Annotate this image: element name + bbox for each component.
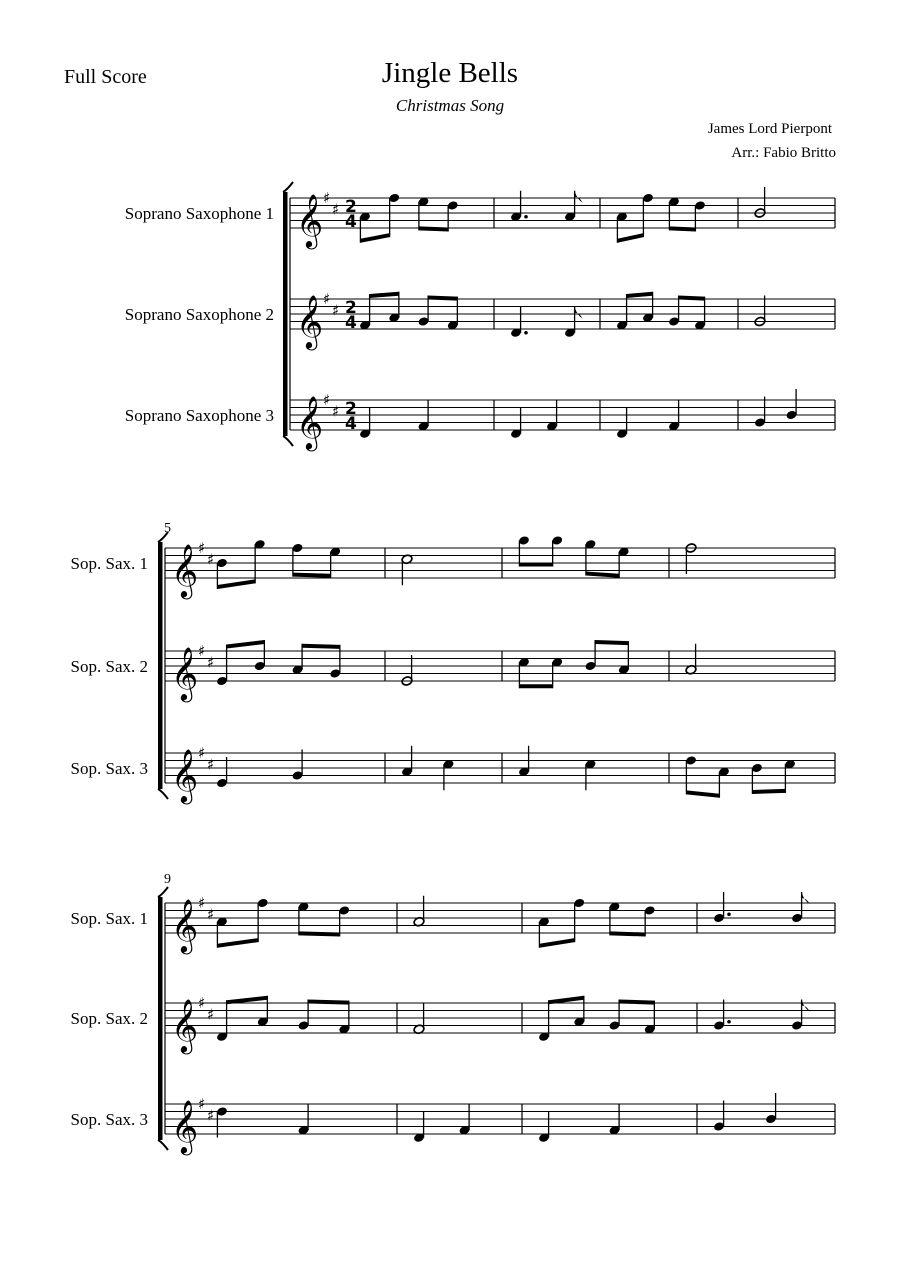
note-flag	[575, 191, 583, 203]
note-beam	[617, 233, 643, 243]
note-beam	[428, 296, 457, 301]
sharp-icon: ♯	[207, 550, 215, 569]
note-beam	[302, 644, 340, 649]
time-sig-denominator: 4	[345, 212, 357, 232]
instrument-label: Sop. Sax. 2	[70, 1009, 148, 1028]
sharp-icon: ♯	[323, 391, 331, 409]
sharp-icon: ♯	[207, 1106, 215, 1125]
staff	[125, 187, 835, 249]
sharp-icon: ♯	[207, 905, 215, 924]
note-beam	[519, 684, 552, 688]
staff	[125, 290, 835, 350]
note-beam	[370, 292, 399, 298]
note-beam	[227, 640, 265, 649]
time-sig-denominator: 4	[345, 414, 357, 434]
treble-clef-icon: 𝄞	[171, 998, 199, 1052]
treble-clef-icon: 𝄞	[171, 543, 199, 597]
bracket-bottom-hook	[158, 789, 168, 799]
sharp-icon: ♯	[207, 1005, 215, 1024]
instrument-label: Sop. Sax. 1	[70, 909, 148, 928]
arranger-credit: Arr.: Fabio Britto	[731, 145, 836, 161]
system-2	[71, 521, 835, 804]
sharp-icon: ♯	[332, 200, 340, 219]
note-beam	[360, 233, 389, 243]
system-3	[71, 872, 835, 1155]
instrument-label: Sop. Sax. 3	[70, 759, 148, 778]
note-beam	[686, 790, 719, 797]
note-beam	[308, 1000, 349, 1005]
system-bracket	[283, 192, 288, 436]
sharp-icon: ♯	[207, 653, 215, 672]
sharp-icon: ♯	[198, 539, 206, 557]
sharp-icon: ♯	[207, 755, 215, 774]
note-beam	[586, 572, 619, 578]
full-score-label: Full Score	[64, 66, 147, 88]
score-subtitle: Christmas Song	[395, 96, 505, 115]
instrument-label: Soprano Saxophone 1	[124, 204, 274, 223]
sharp-icon: ♯	[198, 994, 206, 1012]
measure-number: 9	[164, 872, 171, 887]
sharp-icon: ♯	[323, 290, 331, 308]
sharp-icon: ♯	[323, 189, 331, 207]
note-beam	[619, 1000, 654, 1005]
note-beam	[627, 292, 653, 298]
note-flag	[802, 892, 810, 904]
note-beam	[419, 226, 448, 231]
note-beam	[595, 640, 628, 645]
dot	[727, 912, 731, 916]
staff	[71, 535, 835, 599]
sharp-icon: ♯	[332, 301, 340, 320]
treble-clef-icon: 𝄞	[296, 395, 324, 449]
sharp-icon: ♯	[198, 642, 206, 660]
sharp-icon: ♯	[198, 744, 206, 762]
note-beam	[299, 931, 340, 936]
treble-clef-icon: 𝄞	[171, 1099, 199, 1153]
note-beam	[610, 931, 645, 936]
instrument-label: Soprano Saxophone 3	[124, 406, 274, 425]
staff	[71, 640, 835, 702]
composer-credit: James Lord Pierpont	[707, 121, 832, 137]
measure-number: 5	[164, 521, 171, 536]
note-beam	[293, 573, 331, 578]
note-beam	[217, 938, 258, 948]
system-1	[125, 182, 835, 451]
system-bracket	[158, 542, 163, 789]
note-flag	[575, 307, 583, 319]
time-sig-denominator: 4	[345, 313, 357, 333]
time-sig-numerator: 2	[345, 197, 357, 217]
sharp-icon: ♯	[198, 894, 206, 912]
time-sig-numerator: 2	[345, 399, 357, 419]
treble-clef-icon: 𝄞	[171, 646, 199, 700]
sharp-icon: ♯	[198, 1095, 206, 1113]
treble-clef-icon: 𝄞	[296, 193, 324, 247]
staff	[71, 892, 835, 954]
time-sig-numerator: 2	[345, 298, 357, 318]
instrument-label: Sop. Sax. 2	[70, 657, 148, 676]
note-beam	[679, 296, 705, 301]
sharp-icon: ♯	[332, 402, 340, 421]
note-beam	[752, 789, 785, 794]
bracket-top-hook	[158, 887, 168, 897]
instrument-label: Sop. Sax. 1	[70, 554, 148, 573]
note-beam	[519, 563, 552, 567]
note-flag	[802, 1000, 810, 1012]
instrument-label: Soprano Saxophone 2	[124, 305, 274, 324]
bracket-bottom-hook	[158, 1140, 168, 1150]
treble-clef-icon: 𝄞	[171, 748, 199, 802]
staff	[71, 994, 835, 1054]
note-beam	[217, 579, 255, 589]
note-beam	[669, 226, 695, 231]
dot	[727, 1020, 731, 1024]
dot	[524, 331, 528, 335]
staff	[71, 744, 835, 804]
bracket-top-hook	[283, 182, 293, 192]
treble-clef-icon: 𝄞	[171, 898, 199, 952]
staff	[125, 389, 835, 451]
instrument-label: Sop. Sax. 3	[70, 1110, 148, 1129]
bracket-bottom-hook	[283, 436, 293, 446]
staff	[71, 1093, 835, 1155]
system-bracket	[158, 897, 163, 1140]
note-beam	[539, 938, 574, 948]
dot	[524, 215, 528, 219]
treble-clef-icon: 𝄞	[296, 294, 324, 348]
score-title: Jingle Bells	[381, 57, 519, 89]
